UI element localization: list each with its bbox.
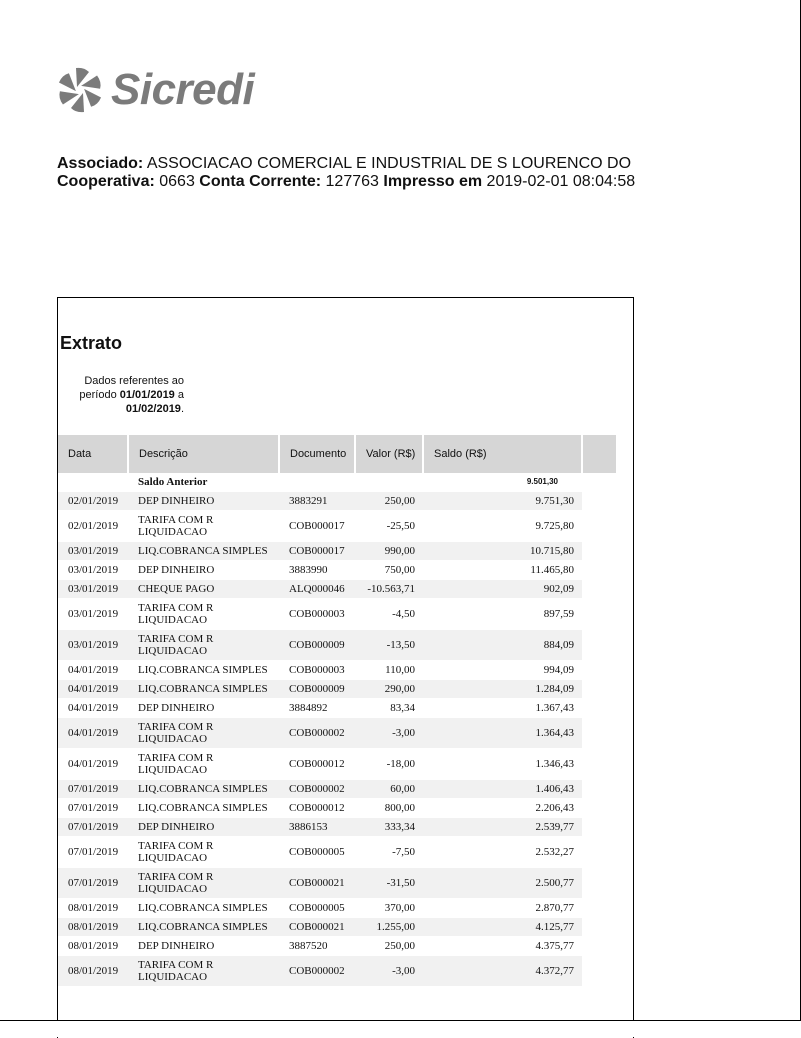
- cell-saldo: 1.406,43: [423, 780, 582, 799]
- cell-extra: [582, 956, 616, 987]
- statement-box: [57, 297, 634, 1038]
- cell-valor: 800,00: [355, 799, 423, 818]
- cell-valor: -7,50: [355, 837, 423, 868]
- sicredi-pinwheel-icon: [55, 65, 105, 115]
- cell-extra: [582, 680, 616, 699]
- cell-descricao: TARIFA COM R LIQUIDACAO: [128, 868, 279, 899]
- cell-saldo: 1.364,43: [423, 718, 582, 749]
- cell-valor: -18,00: [355, 749, 423, 780]
- period-info: [72, 374, 184, 416]
- associado-line: [57, 155, 635, 173]
- cell-descricao: LIQ.COBRANCA SIMPLES: [128, 799, 279, 818]
- period-joiner: a: [177, 389, 184, 401]
- cell-documento: COB000021: [279, 918, 355, 937]
- cell-saldo: 884,09: [423, 630, 582, 661]
- cell-documento: COB000005: [279, 837, 355, 868]
- period-line-2: [72, 388, 184, 402]
- cell-data: 04/01/2019: [58, 680, 128, 699]
- cell-documento: COB000009: [279, 630, 355, 661]
- cell-data: 08/01/2019: [58, 937, 128, 956]
- cell-valor: -13,50: [355, 630, 423, 661]
- cell-documento: COB000009: [279, 680, 355, 699]
- table-row: [58, 542, 616, 561]
- cell-valor: -25,50: [355, 511, 423, 542]
- cell-data: 02/01/2019: [58, 511, 128, 542]
- cell-valor: 750,00: [355, 561, 423, 580]
- cell-saldo: 2.532,27: [423, 837, 582, 868]
- cell-saldo: 10.715,80: [423, 542, 582, 561]
- cell-saldo: 2.206,43: [423, 799, 582, 818]
- cell-descricao: DEP DINHEIRO: [128, 699, 279, 718]
- cell-extra: [582, 718, 616, 749]
- cell-descricao: TARIFA COM R LIQUIDACAO: [128, 630, 279, 661]
- associado-label: Associado:: [57, 155, 144, 172]
- cell-descricao: LIQ.COBRANCA SIMPLES: [128, 780, 279, 799]
- cell-descricao: LIQ.COBRANCA SIMPLES: [128, 542, 279, 561]
- cell-extra: [582, 542, 616, 561]
- cell-descricao: TARIFA COM R LIQUIDACAO: [128, 718, 279, 749]
- cell-data: 04/01/2019: [58, 749, 128, 780]
- cell-saldo: 2.539,77: [423, 818, 582, 837]
- table-row: [58, 561, 616, 580]
- cell-valor: 83,34: [355, 699, 423, 718]
- cell-documento: ALQ000046: [279, 580, 355, 599]
- cell-documento: COB000002: [279, 718, 355, 749]
- cell-valor: 333,34: [355, 818, 423, 837]
- cell-data: 08/01/2019: [58, 956, 128, 987]
- saldo-anterior-valor: [355, 473, 423, 492]
- cell-documento: COB000002: [279, 956, 355, 987]
- table-row: [58, 899, 616, 918]
- associado-value: ASSOCIACAO COMERCIAL E INDUSTRIAL DE S LOURENCO DO: [146, 155, 632, 172]
- cell-descricao: LIQ.COBRANCA SIMPLES: [128, 680, 279, 699]
- cell-data: 07/01/2019: [58, 868, 128, 899]
- cell-descricao: CHEQUE PAGO: [128, 580, 279, 599]
- table-row: [58, 799, 616, 818]
- cell-valor: 60,00: [355, 780, 423, 799]
- cell-descricao: LIQ.COBRANCA SIMPLES: [128, 918, 279, 937]
- cell-data: 03/01/2019: [58, 542, 128, 561]
- column-header-saldo: Saldo (R$): [423, 435, 582, 473]
- cell-data: 03/01/2019: [58, 630, 128, 661]
- cell-extra: [582, 699, 616, 718]
- period-start: 01/01/2019: [119, 389, 175, 401]
- cell-extra: [582, 749, 616, 780]
- table-row: [58, 837, 616, 868]
- column-header-empty: [582, 435, 616, 473]
- cell-data: 08/01/2019: [58, 918, 128, 937]
- cell-extra: [582, 899, 616, 918]
- cell-documento: COB000021: [279, 868, 355, 899]
- cell-descricao: TARIFA COM R LIQUIDACAO: [128, 956, 279, 987]
- cell-descricao: LIQ.COBRANCA SIMPLES: [128, 899, 279, 918]
- table-row: [58, 868, 616, 899]
- cell-documento: COB000005: [279, 899, 355, 918]
- column-header-valor: Valor (R$): [355, 435, 423, 473]
- table-row: [58, 511, 616, 542]
- cell-extra: [582, 511, 616, 542]
- cell-documento: 3884892: [279, 699, 355, 718]
- cell-saldo: 9.725,80: [423, 511, 582, 542]
- table-row: [58, 661, 616, 680]
- cell-descricao: DEP DINHEIRO: [128, 818, 279, 837]
- conta-label: Conta Corrente:: [199, 173, 322, 190]
- impresso-value: 2019-02-01 08:04:58: [486, 173, 636, 190]
- table-row: [58, 580, 616, 599]
- cell-valor: -3,00: [355, 718, 423, 749]
- cell-documento: COB000003: [279, 661, 355, 680]
- cell-extra: [582, 599, 616, 630]
- table-row: [58, 599, 616, 630]
- cell-documento: 3886153: [279, 818, 355, 837]
- cell-extra: [582, 799, 616, 818]
- cell-descricao: TARIFA COM R LIQUIDACAO: [128, 511, 279, 542]
- period-end-suffix: .: [180, 403, 184, 415]
- cell-saldo: 1.346,43: [423, 749, 582, 780]
- cell-extra: [582, 661, 616, 680]
- sicredi-logo: [55, 62, 254, 118]
- table-row: [58, 918, 616, 937]
- cell-saldo: 2.500,77: [423, 868, 582, 899]
- cell-data: 08/01/2019: [58, 899, 128, 918]
- cell-saldo: 902,09: [423, 580, 582, 599]
- column-header-documento: Documento: [279, 435, 355, 473]
- table-row: [58, 937, 616, 956]
- saldo-anterior-extra: [582, 473, 616, 492]
- cooperativa-label: Cooperativa:: [57, 173, 155, 190]
- cell-extra: [582, 780, 616, 799]
- table-row: [58, 630, 616, 661]
- cell-saldo: 4.372,77: [423, 956, 582, 987]
- period-line-1: Dados referentes ao: [84, 375, 184, 387]
- cell-valor: -31,50: [355, 868, 423, 899]
- table-row: [58, 718, 616, 749]
- cell-extra: [582, 837, 616, 868]
- cell-valor: 110,00: [355, 661, 423, 680]
- cell-data: 03/01/2019: [58, 561, 128, 580]
- cell-valor: 370,00: [355, 899, 423, 918]
- cell-saldo: 4.375,77: [423, 937, 582, 956]
- account-line: [57, 173, 635, 191]
- column-header-data: Data: [58, 435, 128, 473]
- statement-table: [58, 435, 616, 987]
- cell-descricao: TARIFA COM R LIQUIDACAO: [128, 837, 279, 868]
- cell-data: 04/01/2019: [58, 661, 128, 680]
- table-row: [58, 492, 616, 511]
- saldo-anterior-value: 9.501,30: [423, 473, 582, 492]
- cell-saldo: 2.870,77: [423, 899, 582, 918]
- table-row: [58, 956, 616, 987]
- table-row: [58, 699, 616, 718]
- cell-saldo: 1.367,43: [423, 699, 582, 718]
- cell-documento: COB000012: [279, 799, 355, 818]
- table-header-row: [58, 435, 616, 473]
- cell-saldo: 11.465,80: [423, 561, 582, 580]
- saldo-anterior-doc: [279, 473, 355, 492]
- cell-data: 03/01/2019: [58, 599, 128, 630]
- cell-descricao: DEP DINHEIRO: [128, 492, 279, 511]
- cell-extra: [582, 561, 616, 580]
- cell-saldo: 994,09: [423, 661, 582, 680]
- cell-valor: -10.563,71: [355, 580, 423, 599]
- cell-data: 02/01/2019: [58, 492, 128, 511]
- cell-extra: [582, 937, 616, 956]
- cell-saldo: 9.751,30: [423, 492, 582, 511]
- cell-data: 07/01/2019: [58, 818, 128, 837]
- cell-valor: 1.255,00: [355, 918, 423, 937]
- cell-documento: COB000003: [279, 599, 355, 630]
- cell-documento: 3887520: [279, 937, 355, 956]
- cell-valor: -3,00: [355, 956, 423, 987]
- saldo-anterior-row: [58, 473, 616, 492]
- cell-documento: COB000002: [279, 780, 355, 799]
- cell-data: 03/01/2019: [58, 580, 128, 599]
- cell-documento: COB000017: [279, 511, 355, 542]
- cell-valor: 250,00: [355, 937, 423, 956]
- cell-descricao: LIQ.COBRANCA SIMPLES: [128, 661, 279, 680]
- period-line-3: [72, 402, 184, 416]
- account-header: [57, 155, 635, 191]
- cell-descricao: TARIFA COM R LIQUIDACAO: [128, 749, 279, 780]
- cell-saldo: 897,59: [423, 599, 582, 630]
- table-row: [58, 818, 616, 837]
- cell-extra: [582, 818, 616, 837]
- cell-extra: [582, 580, 616, 599]
- saldo-anterior-data: [58, 473, 128, 492]
- cell-data: 04/01/2019: [58, 718, 128, 749]
- brand-name: Sicredi: [111, 65, 255, 114]
- cell-valor: 290,00: [355, 680, 423, 699]
- cell-documento: COB000017: [279, 542, 355, 561]
- cell-data: 04/01/2019: [58, 699, 128, 718]
- column-header-descricao: Descrição: [128, 435, 279, 473]
- cell-extra: [582, 918, 616, 937]
- cell-valor: -4,50: [355, 599, 423, 630]
- table-row: [58, 780, 616, 799]
- cell-data: 07/01/2019: [58, 837, 128, 868]
- statement-title: Extrato: [60, 333, 123, 353]
- conta-value: 127763: [325, 173, 379, 190]
- cell-saldo: 1.284,09: [423, 680, 582, 699]
- cell-valor: 990,00: [355, 542, 423, 561]
- cell-valor: 250,00: [355, 492, 423, 511]
- period-end: 01/02/2019: [125, 403, 181, 415]
- cell-documento: 3883990: [279, 561, 355, 580]
- saldo-anterior-label: Saldo Anterior: [128, 473, 279, 492]
- table-row: [58, 749, 616, 780]
- cell-extra: [582, 492, 616, 511]
- cell-documento: COB000012: [279, 749, 355, 780]
- cooperativa-value: 0663: [159, 173, 195, 190]
- cell-descricao: TARIFA COM R LIQUIDACAO: [128, 599, 279, 630]
- page-bottom-bar: [0, 1020, 801, 1037]
- cell-extra: [582, 630, 616, 661]
- cell-extra: [582, 868, 616, 899]
- cell-descricao: DEP DINHEIRO: [128, 561, 279, 580]
- table-row: [58, 680, 616, 699]
- cell-saldo: 4.125,77: [423, 918, 582, 937]
- cell-data: 07/01/2019: [58, 799, 128, 818]
- cell-descricao: DEP DINHEIRO: [128, 937, 279, 956]
- cell-documento: 3883291: [279, 492, 355, 511]
- cell-data: 07/01/2019: [58, 780, 128, 799]
- period-prefix: período: [79, 389, 117, 401]
- impresso-label: Impresso em: [383, 173, 483, 190]
